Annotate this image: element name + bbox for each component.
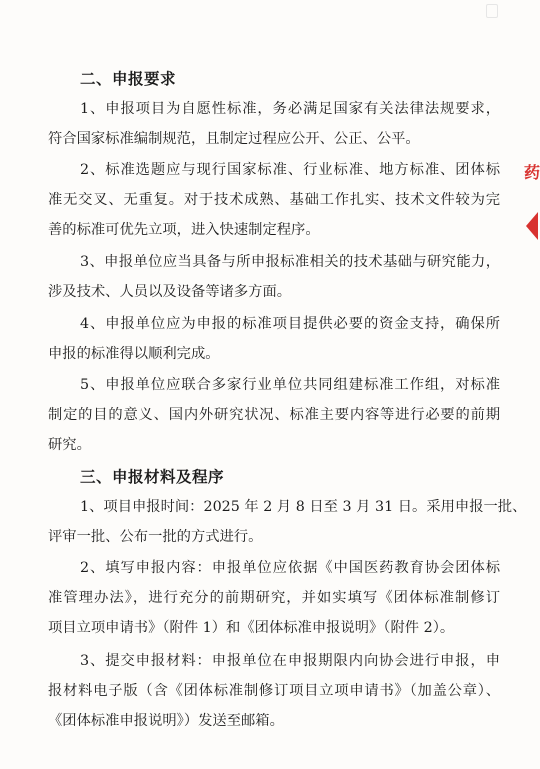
paragraph-line: 研究。: [48, 437, 91, 453]
section2-heading: 二、申报要求: [80, 70, 177, 88]
paragraph-line: 5、申报单位应联合多家行业单位共同组建标准工作组，对标准: [80, 377, 500, 393]
paragraph-line: 准无交叉、无重复。对于技术成熟、基础工作扎实、技术文件较为完: [48, 192, 500, 208]
paragraph-line: 善的标准可优先立项，进入快速制定程序。: [48, 222, 320, 238]
paragraph-line: 制定的目的意义、国内外研究状况、标准主要内容等进行必要的前期: [48, 407, 500, 423]
paragraph-line: 《团体标准申报说明》）发送至邮箱。: [48, 713, 284, 729]
paragraph-line: 涉及技术、人员以及设备等诸多方面。: [48, 284, 292, 300]
s2-item-3: [48, 247, 500, 307]
seal-star-fragment: [526, 212, 538, 240]
paragraph-line: 评审一批、公布一批的方式进行。: [48, 529, 263, 545]
paragraph-line: 申报的标准得以顺利完成。: [48, 346, 220, 362]
page-corner-mark: [486, 4, 498, 18]
seal-character: 药: [524, 163, 540, 182]
paragraph-line: 准管理办法》，进行充分的前期研究，并如实填写《团体标准制修订: [48, 590, 500, 606]
s3-item-3: [48, 646, 500, 736]
paragraph-line: 2、填写申报内容：申报单位应依据《中国医药教育协会团体标: [80, 560, 500, 576]
paragraph-line: 项目立项申请书》（附件 1）和《团体标准申报说明》（附件 2）。: [48, 620, 455, 636]
paragraph-line: 4、申报单位应为申报的标准项目提供必要的资金支持，确保所: [80, 316, 500, 332]
paragraph-line: 3、申报单位应当具备与所申报标准相关的技术基础与研究能力，: [80, 254, 500, 270]
s3-item-2: [48, 553, 500, 643]
paragraph-line: 2、标准选题应与现行国家标准、行业标准、地方标准、团体标: [80, 162, 500, 178]
s2-item-1: [48, 94, 500, 154]
s3-item-1: [48, 492, 527, 552]
paragraph-line: 1、申报项目为自愿性标准，务必满足国家有关法律法规要求，: [80, 101, 500, 117]
paragraph-line: 报材料电子版（含《团体标准制修订项目立项申请书》（加盖公章）、: [48, 683, 500, 699]
official-seal: [524, 160, 538, 260]
paragraph-line: 1、项目申报时间：2025 年 2 月 8 日至 3 月 31 日。采用申报一批、: [80, 499, 527, 515]
s2-item-2: [48, 155, 500, 245]
s2-item-4: [48, 309, 500, 369]
paragraph-line: 符合国家标准编制规范，且制定过程应公开、公正、公平。: [48, 131, 420, 147]
paragraph-line: 3、提交申报材料：申报单位在申报期限内向协会进行申报，申: [80, 653, 500, 669]
s2-item-5: [48, 370, 500, 460]
section3-heading: 三、申报材料及程序: [80, 468, 225, 486]
